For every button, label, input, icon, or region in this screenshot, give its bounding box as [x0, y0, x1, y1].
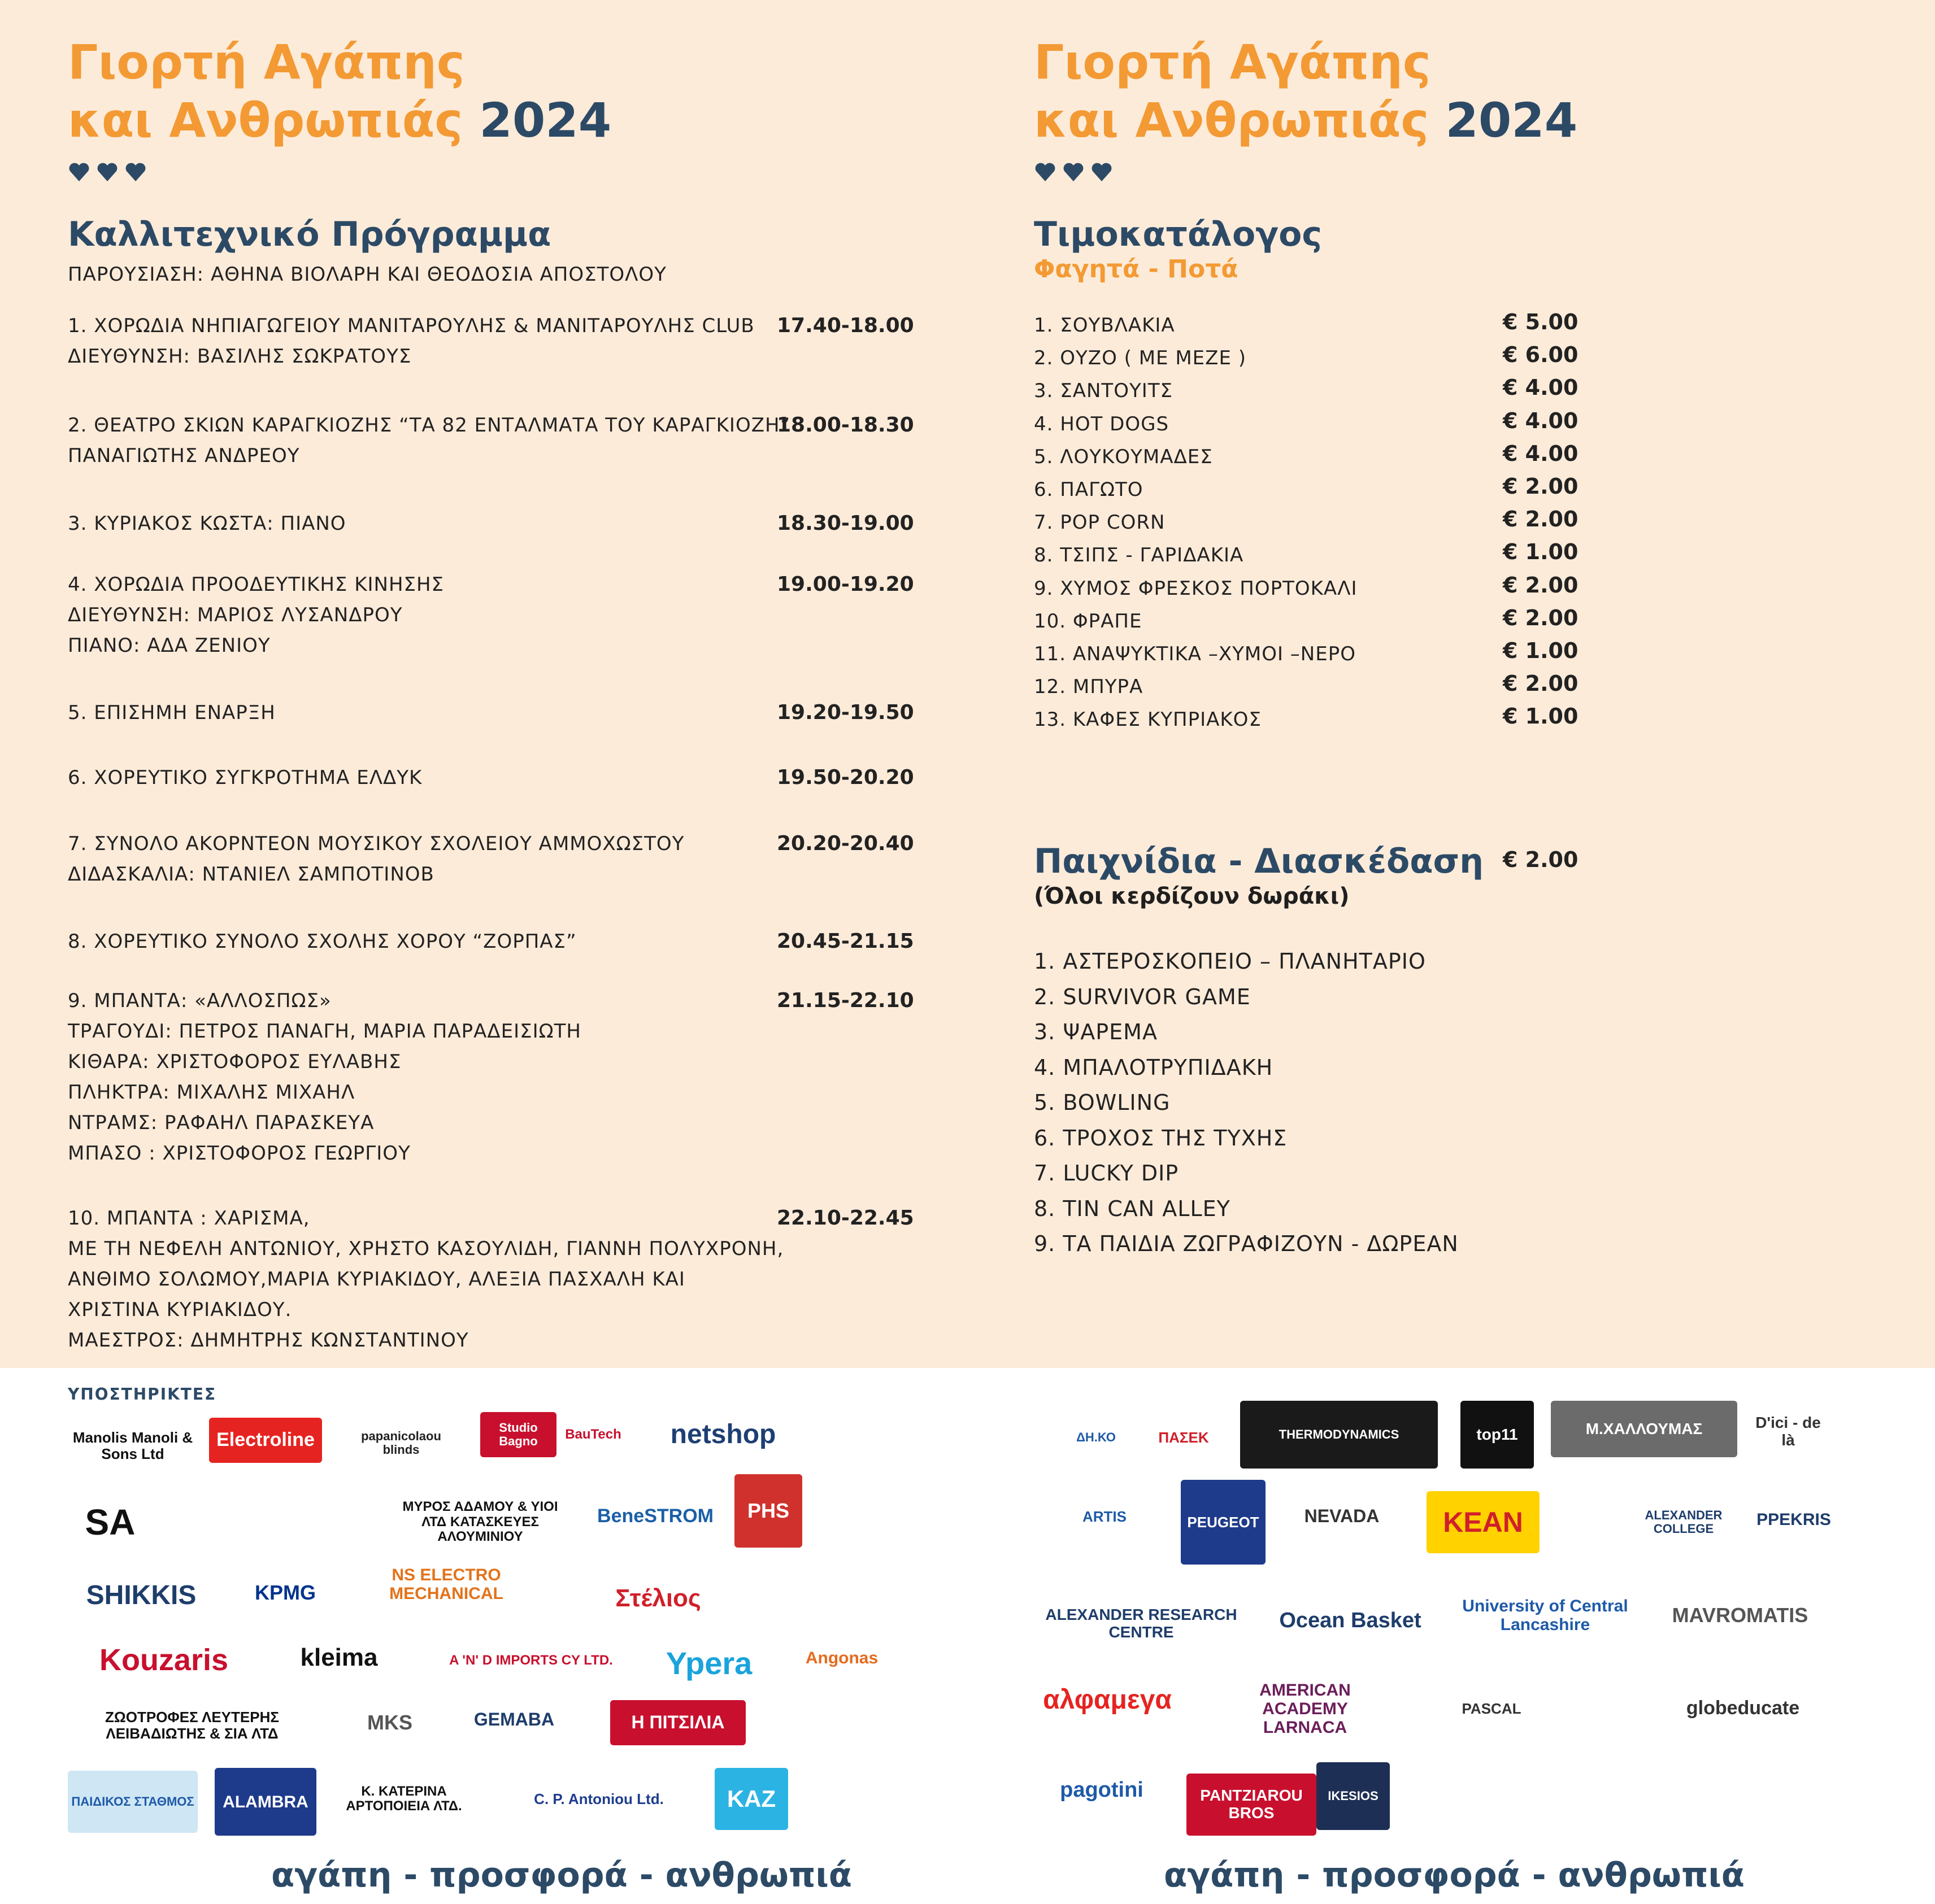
pricelist-subtitle: Φαγητά - Ποτά — [1034, 255, 1238, 284]
sponsor-logo: PANTZIAROU BROS — [1186, 1774, 1316, 1836]
program-item — [68, 569, 949, 661]
price-item-name: 3. ΣΑΝΤΟΥΙΤΣ — [1034, 380, 1173, 403]
program-item-detail: ΚΙΘΑΡΑ: ΧΡΙΣΤΟΦΟΡΟΣ ΕΥΛΑΒΗΣ — [68, 1051, 402, 1073]
sponsor-logo: ΖΩΟΤΡΟΦΕΣ ΛΕΥΤΕΡΗΣ ΛΕΙΒΑΔΙΩΤΗΣ & ΣΙΑ ΛΤΔ — [105, 1709, 279, 1742]
program-item-title: 5. ΕΠΙΣΗΜΗ ΕΝΑΡΞΗ — [68, 702, 276, 724]
price-row — [1034, 408, 1825, 441]
sponsor-logo: ARTIS — [1082, 1507, 1127, 1525]
price-item-name: 5. ΛΟΥΚΟΥΜΑΔΕΣ — [1034, 445, 1213, 468]
program-item-time: 20.45-21.15 — [777, 930, 914, 953]
program-item-time: 19.00-19.20 — [777, 573, 914, 596]
sponsors-label: ΥΠΟΣΤΗΡΙΚΤΕΣ — [68, 1385, 217, 1404]
price-row — [1034, 638, 1825, 671]
price-item-name: 11. ΑΝΑΨΥΚΤΙΚΑ –ΧΥΜΟΙ –ΝΕΡΟ — [1034, 643, 1356, 665]
heart-icon — [96, 161, 119, 184]
program-item-detail: ΜΠΑΣΟ : ΧΡΙΣΤΟΦΟΡΟΣ ΓΕΩΡΓΙΟΥ — [68, 1142, 411, 1165]
game-item: 6. ΤΡΟΧΟΣ ΤΗΣ ΤΥΧΗΣ — [1034, 1125, 1288, 1151]
program-item-detail: ΜΕ ΤΗ ΝΕΦΕΛΗ ΑΝΤΩΝΙΟΥ, ΧΡΗΣΤΟ ΚΑΣΟΥΛΙΔΗ, ΓΙΑΝΝΗ ΠΟΛΥΧΡΟΝΗ, — [68, 1238, 784, 1260]
sponsor-logo: A 'N' D IMPORTS CY LTD. — [449, 1652, 613, 1668]
price-item-value: € 1.00 — [1503, 704, 1579, 729]
price-item-value: € 2.00 — [1503, 605, 1579, 630]
sponsor-logo: αλφαμεγα — [1043, 1684, 1172, 1715]
game-item: 8. TIN CAN ALLEY — [1034, 1196, 1230, 1221]
sponsor-logo: AMERICAN ACADEMY LARNACA — [1259, 1680, 1351, 1737]
price-row — [1034, 507, 1825, 539]
price-item-name: 1. ΣΟΥΒΛΑΚΙΑ — [1034, 314, 1175, 337]
games-title: Παιχνίδια - Διασκέδαση — [1034, 842, 1484, 881]
sponsor-logo: THERMODYNAMICS — [1240, 1401, 1438, 1469]
sponsor-logo: Η ΠΙΤΣΙΛΙΑ — [610, 1700, 746, 1745]
page-title-line2-right: και Ανθρωπιάς 2024 — [1034, 93, 1578, 148]
program-item-time: 21.15-22.10 — [777, 989, 914, 1012]
program-item — [68, 698, 949, 728]
game-item: 7. LUCKY DIP — [1034, 1161, 1179, 1186]
program-item-detail: ΔΙΕΥΘΥΝΣΗ: ΜΑΡΙΟΣ ΛΥΣΑΝΔΡΟΥ — [68, 604, 403, 626]
heart-icon — [124, 161, 147, 184]
program-item-time: 19.50-20.20 — [777, 766, 914, 789]
pricelist-title: Τιμοκατάλογος — [1034, 215, 1322, 254]
sponsor-logo: NEVADA — [1304, 1506, 1380, 1527]
program-item-detail: ΤΡΑΓΟΥΔΙ: ΠΕΤΡΟΣ ΠΑΝΑΓΗ, ΜΑΡΙΑ ΠΑΡΑΔΕΙΣΙΩΤΗ — [68, 1020, 581, 1043]
sponsor-logo: top11 — [1460, 1401, 1534, 1469]
price-item-name: 8. ΤΣΙΠΣ - ΓΑΡΙΔΑΚΙΑ — [1034, 544, 1244, 567]
program-item-title: 7. ΣΥΝΟΛΟ ΑΚΟΡΝΤΕΟΝ ΜΟΥΣΙΚΟΥ ΣΧΟΛΕΙΟΥ ΑΜΜΟΧΩΣΤΟΥ — [68, 833, 685, 855]
heart-icon — [1062, 161, 1085, 184]
price-row — [1034, 671, 1825, 704]
program-item — [68, 410, 949, 471]
program-item-detail: ΧΡΙΣΤΙΝΑ ΚΥΡΙΑΚΙΔΟΥ. — [68, 1299, 292, 1321]
price-row — [1034, 573, 1825, 605]
page-title-line1-right: Γιορτή Αγάπης — [1034, 34, 1431, 90]
sponsor-logo: ΜΥΡΟΣ ΑΔΑΜΟΥ & ΥΙΟΙ ΛΤΔ ΚΑΤΑΣΚΕΥΕΣ ΑΛΟΥΜΙΝΙΟΥ — [402, 1499, 558, 1545]
program-item-detail: ΠΛΗΚΤΡΑ: ΜΙΧΑΛΗΣ ΜΙΧΑΗΛ — [68, 1081, 355, 1104]
sponsor-logo: NS ELECTRO MECHANICAL — [389, 1566, 503, 1603]
sponsor-logo: Electroline — [209, 1418, 322, 1463]
game-item: 9. ΤΑ ΠΑΙΔΙΑ ΖΩΓΡΑΦΙΖΟΥΝ - ΔΩΡΕΑΝ — [1034, 1231, 1459, 1256]
price-item-value: € 1.00 — [1503, 638, 1579, 663]
price-item-value: € 4.00 — [1503, 408, 1579, 433]
sponsor-logo: pagotini — [1060, 1778, 1143, 1802]
sponsor-logo: globeducate — [1686, 1697, 1800, 1719]
program-item-detail: ΠΙΑΝΟ: ΑΔΑ ΖΕΝΙΟΥ — [68, 634, 271, 657]
game-item: 3. ΨΑΡΕΜΑ — [1034, 1019, 1158, 1044]
price-item-value: € 6.00 — [1503, 342, 1579, 368]
year-right: 2024 — [1445, 93, 1578, 148]
sponsor-logo: papanicolaou blinds — [361, 1428, 441, 1457]
price-item-value: € 2.00 — [1503, 507, 1579, 532]
program-item — [68, 508, 949, 539]
program-item-title: 3. ΚΥΡΙΑΚΟΣ ΚΩΣΤΑ: ΠΙΑΝΟ — [68, 512, 346, 535]
sponsor-logo: Studio Bagno — [480, 1412, 556, 1457]
price-row — [1034, 474, 1825, 507]
price-item-value: € 1.00 — [1503, 539, 1579, 565]
sponsor-logo: Kouzaris — [99, 1643, 229, 1678]
program-item — [68, 986, 949, 1169]
price-item-name: 13. ΚΑΦΕΣ ΚΥΠΡΙΑΚΟΣ — [1034, 708, 1262, 731]
program-item — [68, 1203, 949, 1356]
sponsor-logo: ΠΑΣΕΚ — [1158, 1428, 1209, 1446]
program-item-time: 17.40-18.00 — [777, 314, 914, 337]
sponsor-logo: GEMABA — [473, 1709, 555, 1730]
price-item-name: 6. ΠΑΓΩΤΟ — [1034, 478, 1143, 501]
program-item-title: 4. ΧΟΡΩΔΙΑ ΠΡΟΟΔΕΥΤΙΚΗΣ ΚΙΝΗΣΗΣ — [68, 573, 445, 596]
sponsor-logo: KAZ — [715, 1768, 788, 1830]
sponsor-logo: MAVROMATIS — [1672, 1604, 1808, 1627]
sponsor-logo: KEAN — [1427, 1491, 1540, 1553]
price-item-name: 7. POP CORN — [1034, 511, 1166, 534]
sponsor-logo: ALEXANDER COLLEGE — [1645, 1507, 1723, 1536]
program-item-detail: ΑΝΘΙΜΟ ΣΟΛΩΜΟΥ,ΜΑΡΙΑ ΚΥΡΙΑΚΙΔΟΥ, ΑΛΕΞΙΑ ΠΑΣΧΑΛΗ ΚΑΙ — [68, 1268, 685, 1291]
program-item-time: 18.30-19.00 — [777, 512, 914, 535]
games-price-row — [1034, 847, 1825, 880]
program-item — [68, 763, 949, 793]
program-item — [68, 926, 949, 957]
program-item-time: 19.20-19.50 — [777, 701, 914, 724]
game-item: 2. SURVIVOR GAME — [1034, 984, 1251, 1009]
sponsor-logo: netshop — [670, 1419, 776, 1449]
sponsor-logo: ΔΗ.ΚΟ — [1076, 1430, 1116, 1444]
motto-left: αγάπη - προσφορά - ανθρωπιά — [271, 1855, 852, 1895]
program-item-title: 1. ΧΟΡΩΔΙΑ ΝΗΠΙΑΓΩΓΕΙΟΥ ΜΑΝΙΤΑΡΟΥΛΗΣ & ΜΑΝΙΤΑΡΟΥΛΗΣ CLUB — [68, 315, 755, 337]
price-item-name: 10. ΦΡΑΠΕ — [1034, 609, 1142, 633]
sponsor-logo: Μ.ΧΑΛΛΟΥΜΑΣ — [1551, 1401, 1737, 1457]
games-price: € 2.00 — [1503, 847, 1579, 872]
sponsor-logo: ALAMBRA — [215, 1768, 316, 1836]
program-item-title: 6. ΧΟΡΕΥΤΙΚΟ ΣΥΓΚΡΟΤΗΜΑ ΕΛΔΥΚ — [68, 766, 423, 789]
program-item-time: 20.20-20.40 — [777, 832, 914, 855]
heart-icon — [68, 161, 90, 184]
price-item-value: € 2.00 — [1503, 474, 1579, 499]
sponsor-logo: Angonas — [805, 1648, 879, 1667]
price-item-name: 2. ΟΥΖΟ ( ΜΕ ΜΕΖΕ ) — [1034, 347, 1246, 370]
sponsor-logo: D'ici - de là — [1755, 1414, 1821, 1449]
sponsor-logo: Κ. ΚΑΤΕΡΙΝΑ ΑΡΤΟΠΟΙΕΙΑ ΛΤΔ. — [346, 1783, 462, 1814]
program-item-title: 10. ΜΠΑΝΤΑ : ΧΑΡΙΣΜΑ, — [68, 1207, 310, 1230]
program-item-title: 8. ΧΟΡΕΥΤΙΚΟ ΣΥΝΟΛΟ ΣΧΟΛΗΣ ΧΟΡΟΥ “ΖΟΡΠΑΣ” — [68, 930, 577, 953]
price-item-value: € 5.00 — [1503, 310, 1579, 334]
sponsor-logo: PASCAL — [1462, 1700, 1521, 1717]
sponsor-logo: KPMG — [255, 1581, 316, 1605]
sponsor-logo: Ypera — [666, 1645, 753, 1681]
sponsor-logo: PHS — [734, 1474, 802, 1548]
price-row — [1034, 375, 1825, 408]
heart-icon — [1090, 161, 1113, 184]
sponsor-logo: BauTech — [556, 1412, 630, 1457]
sponsor-logo: University of Central Lancashire — [1462, 1597, 1628, 1634]
sponsor-logo: PPEKRIS — [1756, 1510, 1831, 1529]
program-item-detail: ΔΙΕΥΘΥΝΣΗ: ΒΑΣΙΛΗΣ ΣΩΚΡΑΤΟΥΣ — [68, 345, 412, 368]
price-row — [1034, 704, 1825, 737]
motto-right: αγάπη - προσφορά - ανθρωπιά — [1164, 1855, 1745, 1895]
games-subtitle: (Όλοι κερδίζουν δωράκι) — [1034, 883, 1350, 909]
sponsor-logo: Στέλιος — [615, 1584, 701, 1612]
program-item — [68, 829, 949, 890]
program-item-detail: ΜΑΕΣΤΡΟΣ: ΔΗΜΗΤΡΗΣ ΚΩΝΣΤΑΝΤΙΝΟΥ — [68, 1329, 469, 1352]
sponsor-logo: C. P. Antoniou Ltd. — [534, 1790, 664, 1807]
sponsor-logo: SA — [85, 1501, 136, 1543]
presenter: ΠΑΡΟΥΣΙΑΣΗ: ΑΘΗΝΑ ΒΙΟΛΑΡΗ ΚΑΙ ΘΕΟΔΟΣΙΑ ΑΠΟΣΤΟΛΟΥ — [68, 263, 667, 286]
price-item-value: € 2.00 — [1503, 572, 1579, 598]
price-row — [1034, 342, 1825, 375]
sponsor-logo: BeneSTROM — [597, 1505, 714, 1527]
sponsor-logo: ΠΑΙΔΙΚΟΣ ΣΤΑΘΜΟΣ — [68, 1771, 198, 1833]
price-row — [1034, 539, 1825, 572]
program-title: Καλλιτεχνικό Πρόγραμμα — [68, 215, 551, 254]
program-item-time: 18.00-18.30 — [777, 413, 914, 437]
price-row — [1034, 441, 1825, 474]
price-item-value: € 4.00 — [1503, 441, 1579, 466]
price-row — [1034, 310, 1825, 342]
program-item-detail: ΝΤΡΑΜΣ: ΡΑΦΑΗΛ ΠΑΡΑΣΚΕΥΑ — [68, 1112, 375, 1134]
program-item-detail: ΔΙΔΑΣΚΑΛΙΑ: ΝΤΑΝΙΕΛ ΣΑΜΠΟΤΙΝΟΒ — [68, 863, 434, 886]
sponsor-logo: PEUGEOT — [1181, 1480, 1266, 1565]
game-item: 1. ΑΣΤΕΡΟΣΚΟΠΕΙΟ – ΠΛΑΝΗΤΑΡΙΟ — [1034, 949, 1426, 974]
hearts-right — [1034, 161, 1113, 184]
page-title-line1: Γιορτή Αγάπης — [68, 34, 465, 90]
page-title-line2: και Ανθρωπιάς 2024 — [68, 93, 612, 148]
sponsor-logo: kleima — [300, 1643, 378, 1671]
program-item-title: 9. ΜΠΑΝΤΑ: «ΑΛΛΟΣΠΩΣ» — [68, 990, 332, 1012]
price-item-name: 4. HOT DOGS — [1034, 412, 1169, 435]
heart-icon — [1034, 161, 1056, 184]
price-item-name: 12. ΜΠΥΡΑ — [1034, 676, 1143, 699]
sponsor-logo: IKESIOS — [1316, 1762, 1390, 1830]
program-item-detail: ΠΑΝΑΓΙΩΤΗΣ ΑΝΔΡΕΟΥ — [68, 445, 300, 467]
program-item-title: 2. ΘΕΑΤΡΟ ΣΚΙΩΝ ΚΑΡΑΓΚΙΟΖΗΣ “ΤΑ 82 ΕΝΤΑΛΜΑΤΑ ΤΟΥ ΚΑΡΑΓΚΙΟΖΗ” — [68, 414, 791, 437]
program-item — [68, 311, 949, 372]
price-item-value: € 4.00 — [1503, 375, 1579, 400]
year: 2024 — [479, 93, 612, 148]
hearts — [68, 161, 147, 184]
sponsor-logo: Manolis Manoli & Sons Ltd — [72, 1429, 193, 1462]
sponsor-logo: ALEXANDER RESEARCH CENTRE — [1045, 1606, 1237, 1641]
price-item-name: 9. ΧΥΜΟΣ ΦΡΕΣΚΟΣ ΠΟΡΤΟΚΑΛΙ — [1034, 577, 1358, 600]
sponsor-logo: SHIKKIS — [86, 1580, 197, 1610]
program-item-time: 22.10-22.45 — [777, 1206, 914, 1230]
game-item: 4. ΜΠΑΛΟΤΡΥΠΙΔΑΚΗ — [1034, 1055, 1273, 1080]
sponsor-logo: Ocean Basket — [1279, 1609, 1421, 1633]
game-item: 5. BOWLING — [1034, 1090, 1171, 1115]
price-item-value: € 2.00 — [1503, 671, 1579, 696]
price-row — [1034, 605, 1825, 638]
sponsor-logo: MKS — [367, 1711, 412, 1735]
